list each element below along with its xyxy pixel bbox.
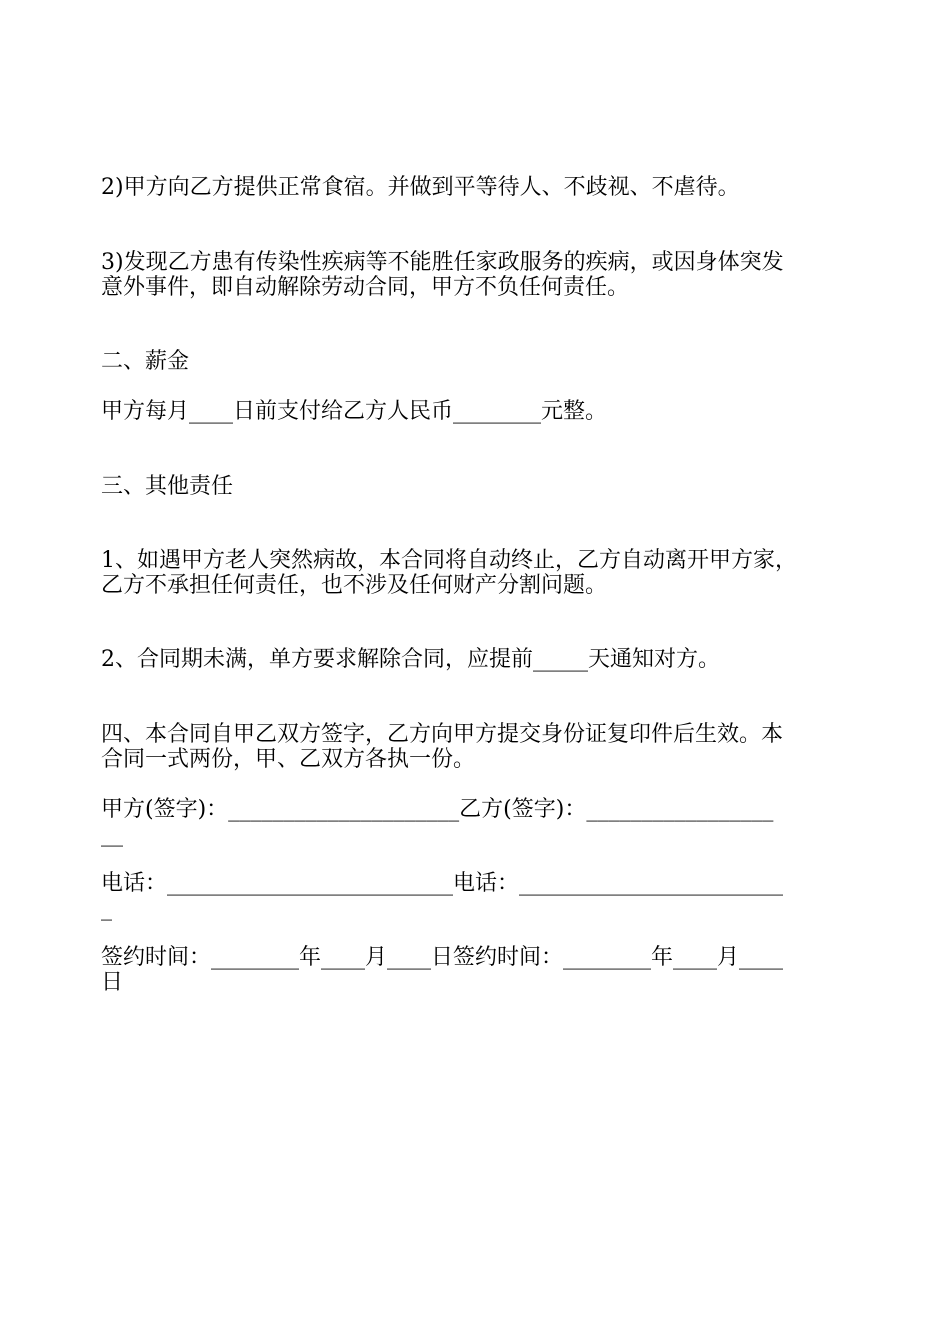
clause-3-2: 2、合同期未满，单方要求解除合同，应提前_____天通知对方。 (101, 647, 720, 672)
signing-date-line-wrap: 日 (101, 970, 124, 995)
signature-line: 甲方(签字)：_____________________乙方(签字)：_________________ (101, 797, 774, 822)
clause-3-1-line-2: 乙方不承担任何责任，也不涉及任何财产分割问题。 (101, 573, 608, 598)
clause-1-3-line-2: 意外事件，即自动解除劳动合同，甲方不负任何责任。 (101, 275, 630, 300)
phone-line-wrap: _ (101, 896, 112, 921)
clause-1-2: 2)甲方向乙方提供正常食宿。并做到平等待人、不歧视、不虐待。 (101, 175, 740, 200)
signature-line-wrap: __ (101, 822, 123, 847)
signing-date-line: 签约时间：________年____月____日签约时间：________年____月____ (101, 945, 784, 970)
section-3-heading: 三、其他责任 (101, 474, 234, 499)
section-4-line-1: 四、本合同自甲乙双方签字，乙方向甲方提交身份证复印件后生效。本 (101, 722, 784, 747)
section-2-heading: 二、薪金 (101, 349, 190, 374)
clause-3-1-line-1: 1、如遇甲方老人突然病故，本合同将自动终止，乙方自动离开甲方家， (101, 548, 797, 573)
phone-line: 电话：__________________________电话：________________________ (101, 871, 784, 896)
clause-1-3-line-1: 3)发现乙方患有传染性疾病等不能胜任家政服务的疾病，或因身体突发 (101, 250, 784, 275)
section-4-line-2: 合同一式两份，甲、乙双方各执一份。 (101, 747, 476, 772)
section-2-salary: 甲方每月____日前支付给乙方人民币________元整。 (101, 399, 608, 424)
